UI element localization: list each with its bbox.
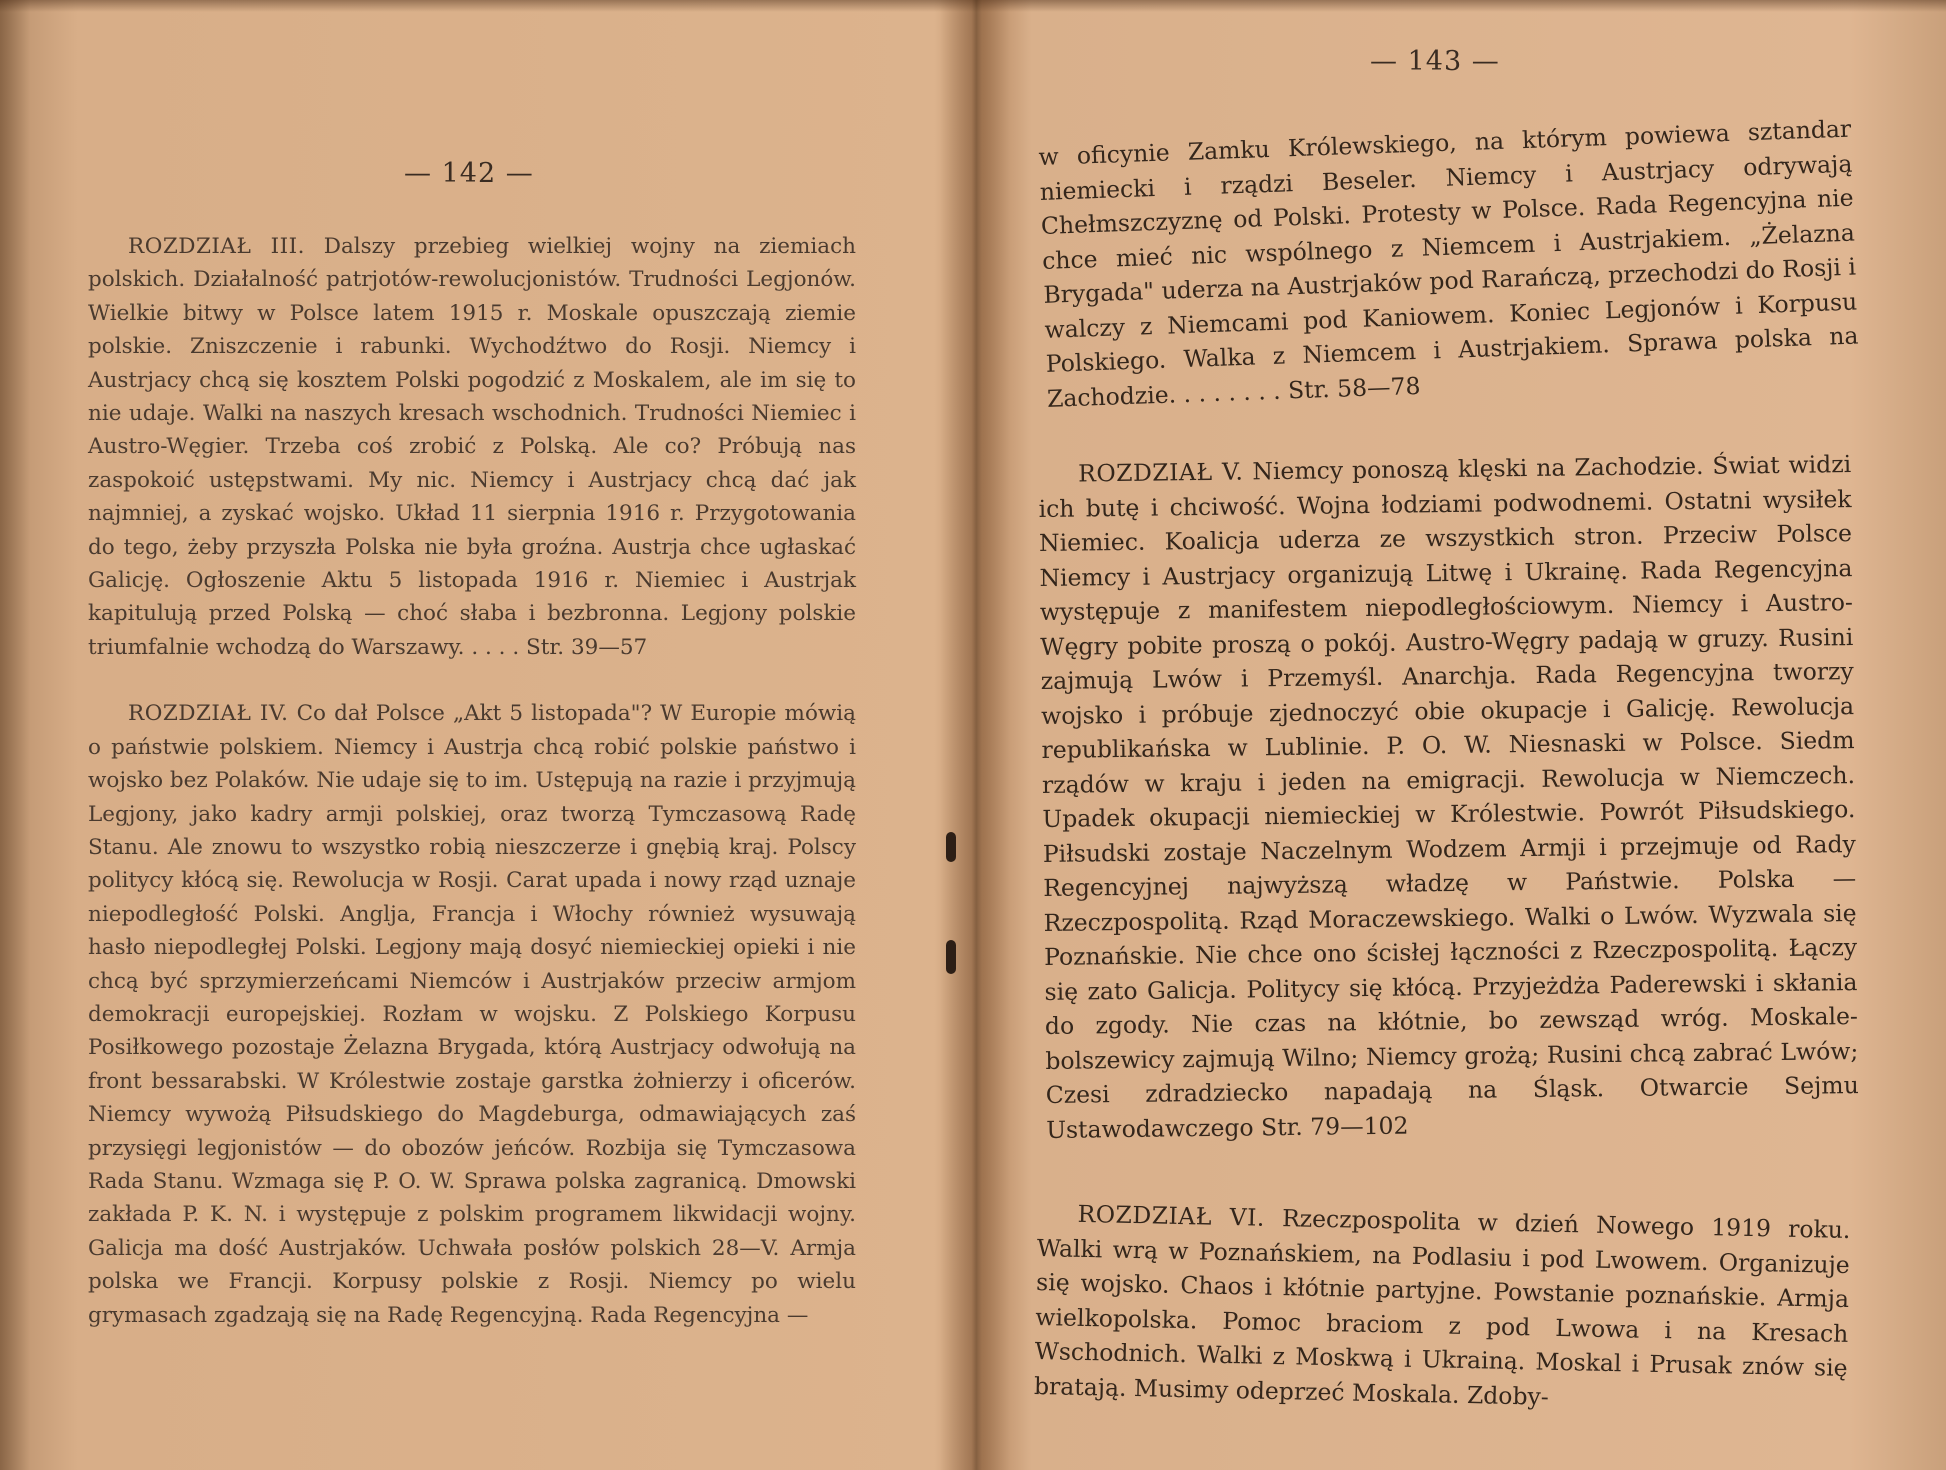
chapter-summary: Co dał Polsce „Akt 5 listopada"? W Europie mówią o państwie polskiem. Niemcy i Austrja chcą robić polskie państwo i wojsko bez Polaków. Nie udaje się to im. Ustępują na razie i przyjmują Legjony, jako kadry armji polskiej, oraz tworzą Tymczasową Radę Stanu. Ale znowu to wszystko robią nieszczerze i gnębią kraj. Polscy politycy kłócą się. Rewolucja w Rosji. Carat upada i nowy rząd uznaje niepodległość Polski. Anglja, Francja i Włochy również wysuwają hasło niepodległej Polski. Legjony mają dosyć niemieckiej opieki i nie chcą być sprzymierzeńcami Niemców i Austrjaków przeciw armjom demokracji europejskiej. Rozłam w wojsku. Z Polskiego Korpusu Posiłkowego pozostaje Żelazna Brygada, którą Austrjacy odwołują na front bessarabski. W Królestwie zostaje garstka żołnierzy i oficerów. Niemcy wywożą Piłsudskiego do Magdeburga, odmawiających zaś przysięgi legjonistów — do obozów jeńców. Rozbija się Tymczasowa Rada Stanu. Wzmaga się P. O. W. Sprawa polska zagranicą. Dmowski zakłada P. K. N. i występuje z polskim programem likwidacji wojny. Galicja ma dość Austrjaków. Uchwała posłów polskich 28—V. Armja polska we Francji. Korpusy polskie z Rosji. Niemcy po wielu grymasach zgadzają się na Radę Regencyjną. Rada Regencyjna — — [88, 701, 856, 1328]
chapter-entry — [1034, 1196, 1851, 1420]
right-page — [990, 0, 1946, 1470]
chapter-entry — [1038, 447, 1859, 1147]
chapter-summary: Dalszy przebieg wielkiej wojny na ziemiach polskich. Działalność patrjotów-rewolucjonistów. Trudności Legjonów. Wielkie bitwy w Polsce latem 1915 r. Moskale opuszczają ziemie polskie. Zniszczenie i rabunki. Wychodźtwo do Rosji. Niemcy i Austrjacy chcą się kosztem Polski pogodzić z Moskalem, ale im się to nie udaje. Walki na naszych kresach wschodnich. Trudności Niemiec i Austro-Węgier. Trzeba coś zrobić z Polską. Ale co? Próbują nas zaspokoić ustępstwami. My nic. Niemcy i Austrjacy chcą dać jak najmniej, a zyskać wojsko. Układ 11 sierpnia 1916 r. Przygotowania do tego, żeby przyszła Polska nie była groźna. Austrja chce ugłaskać Galicję. Ogłoszenie Aktu 5 listopada 1916 r. Niemiec i Austrjak kapitulują przed Polską — choć słaba i bezbronna. Legjony polskie triumfalnie wchodzą do Warszawy. . . . . Str. 39—57 — [88, 234, 856, 660]
contents-text-middle — [1038, 447, 1859, 1147]
chapter-summary: Rzeczpospolita w dzień Nowego 1919 roku. Walki wrą w Poznańskiem, na Podlasiu i pod Lwowem. Organizuje się wojsko. Chaos i kłótnie partyjne. Powstanie poznańskie. Armja wielkopolska. Pomoc braciom z pod Lwowa i na Kresach Wschodnich. Walki z Moskwą i Ukrainą. Moskal i Prusak znów się bratają. Musimy odeprzeć Moskala. Zdoby- — [1033, 1204, 1851, 1411]
chapter-summary: Niemcy ponoszą klęski na Zachodzie. Świat widzi ich butę i chciwość. Wojna łodziami podwodnemi. Ostatni wysiłek Niemiec. Koalicja uderza ze wszystkich stron. Przeciw Polsce Niemcy i Austrjacy organizują Litwę i Ukrainę. Rada Regencyjna występuje z manifestem niepodległościowym. Niemcy i Austro-Węgry pobite proszą o pokój. Austro-Węgry padają w gruzy. Rusini zajmują Lwów i Przemyśl. Anarchja. Rada Regencyjna tworzy wojsko i próbuje zjednoczyć obie okupacje i Galicję. Rewolucja republikańska w Lublinie. P. O. W. Niesnaski w Polsce. Siedm rządów w kraju i jeden na emigracji. Rewolucja w Niemczech. Upadek okupacji niemieckiej w Królestwie. Powrót Piłsudskiego. Piłsudski zostaje Naczelnym Wodzem Armji i przejmuje od Rady Regencyjnej najwyższą władzę w Państwie. Polska — Rzeczpospolitą. Rząd Moraczewskiego. Walki o Lwów. Wyzwala się Poznańskie. Nie chce ono ścisłej łączności z Rzeczpospolitą. Łączy się zato Galicja. Politycy się kłócą. Przyjeżdża Paderewski i skłania do zgody. Nie czas na kłótnie, bo zewsząd wróg. Moskale-bolszewicy zajmują Wilno; Niemcy grożą; Rusini chcą zabrać Lwów; Czesi zdradziecko napadają na Śląsk. Otwarcie Sejmu Ustawodawczego Str. 79—102 — [1038, 450, 1859, 1144]
chapter-continuation: w oficynie Zamku Królewskiego, na którym powiewa sztandar niemiecki i rządzi Beseler. Niemcy i Austrjacy odrywają Chełmszczyznę od Polski. Protesty w Polsce. Rada Regencyjna nie chce mieć nic wspólnego z Niemcem i Austrjakiem. „Żelazna Brygada" uderza na Austrjaków pod Rarańczą, przechodzi do Rosji i walczy z Niemcami pod Kaniowem. Koniec Legjonów i Korpusu Polskiego. Walka z Niemcem i Austrjakiem. Sprawa polska na Zachodzie. . . . . . . . Str. 58—78 — [1038, 114, 1859, 413]
chapter-entry — [88, 697, 856, 1332]
left-page — [0, 0, 960, 1470]
chapter-title: ROZDZIAŁ IV. — [128, 701, 289, 727]
chapter-title: ROZDZIAŁ VI. — [1077, 1199, 1266, 1232]
contents-text-bottom — [1034, 1196, 1851, 1420]
contents-text — [88, 230, 856, 1332]
contents-text-top — [1038, 112, 1860, 416]
chapter-title: ROZDZIAŁ V. — [1078, 457, 1244, 488]
chapter-title: ROZDZIAŁ III. — [128, 234, 305, 259]
page-number: — 142 — — [404, 158, 534, 189]
page-number: — 143 — — [1370, 46, 1500, 77]
chapter-entry — [88, 230, 856, 664]
